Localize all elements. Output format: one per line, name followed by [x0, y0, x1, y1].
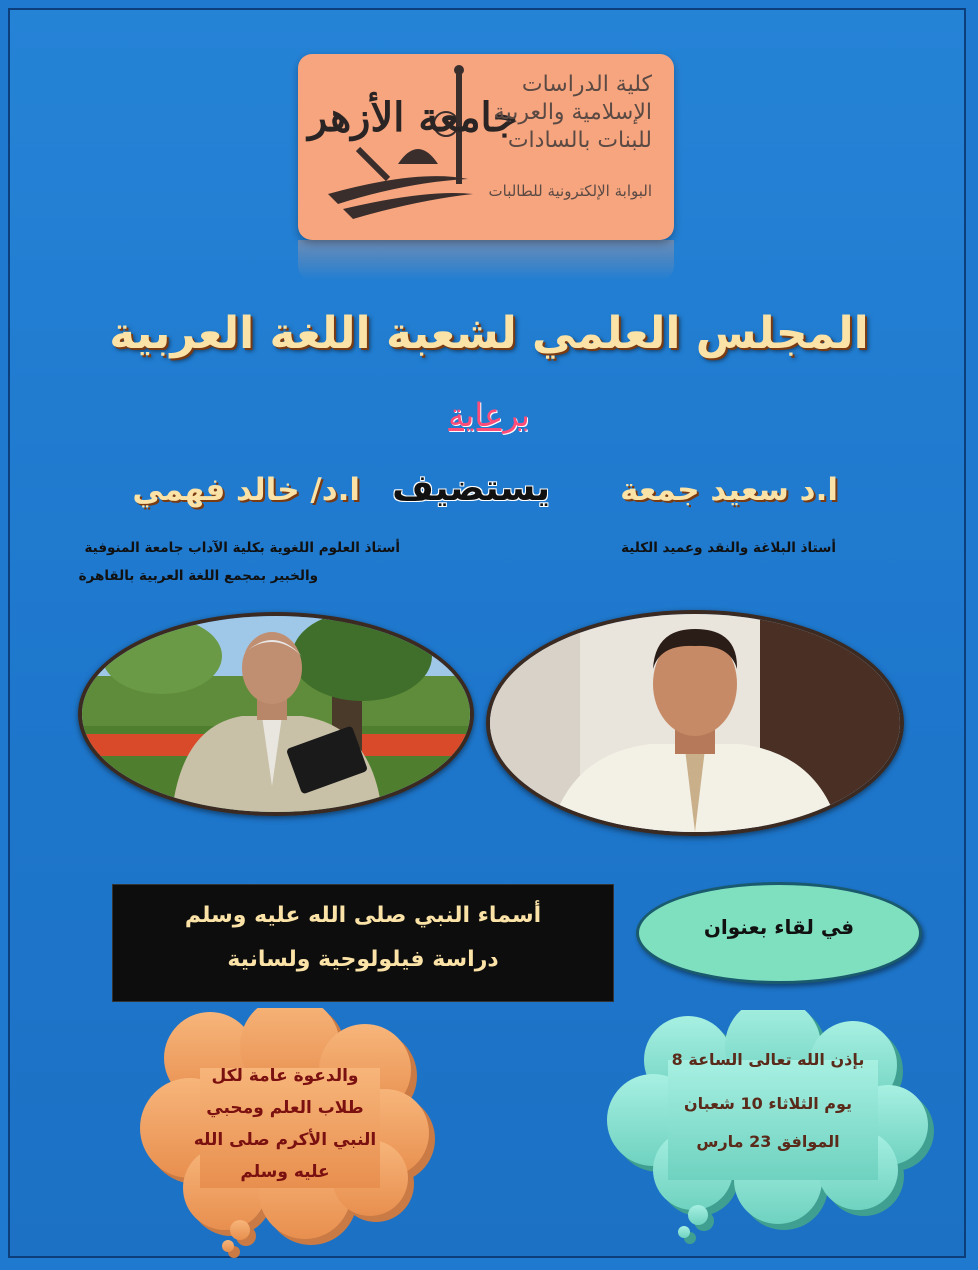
invitation-line-1: والدعوة عامة لكل: [211, 1066, 359, 1086]
schedule-line-2: يوم الثلاثاء 10 شعبان: [683, 1094, 853, 1113]
invitation-line-4: عليه وسلم: [240, 1162, 330, 1182]
poster-title: المجلس العلمي لشعبة اللغة العربية: [109, 308, 869, 359]
invitation-line-2: طلاب العلم ومحبي: [206, 1098, 364, 1118]
hosts-label: يستضيف: [392, 468, 550, 509]
host-photo: [486, 610, 904, 836]
lecture-title-line-1: أسماء النبي صلى الله عليه وسلم: [184, 903, 542, 928]
logo-line-1: كلية الدراسات: [521, 72, 652, 97]
sponsor-label: برعاية: [448, 396, 530, 434]
logo-line-4: البوابة الإلكترونية للطالبات: [488, 182, 652, 200]
schedule-line-3: الموافق 23 مارس: [696, 1132, 840, 1151]
schedule-line-1: بإذن الله تعالى الساعة 8: [671, 1050, 865, 1069]
host-portrait-icon: [490, 614, 900, 832]
schedule-cloud: [598, 1010, 938, 1250]
guest-description-line-2: والخبير بمجمع اللغة العربية بالقاهرة: [78, 568, 318, 584]
logo-line-2: الإسلامية والعربية: [493, 100, 652, 125]
guest-name: ا.د/ خالد فهمي: [132, 472, 360, 508]
invitation-cloud: [130, 1008, 440, 1258]
logo-brand: جامعة الأزهر: [308, 94, 518, 141]
cloud-shape-icon: [598, 1010, 938, 1250]
host-description: أستاذ البلاغة والنقد وعميد الكلية: [621, 540, 836, 556]
guest-portrait-icon: [82, 616, 470, 812]
invitation-line-3: النبي الأكرم صلى الله: [193, 1130, 377, 1150]
intro-text: في لقاء بعنوان: [703, 915, 855, 939]
guest-description-line-1: أستاذ العلوم اللغوية بكلية الآداب جامعة المنوفية: [84, 540, 400, 556]
logo-line-3: للبنات بالسادات: [507, 128, 652, 153]
university-logo: [298, 54, 674, 240]
host-name: ا.د سعيد جمعة: [620, 472, 838, 508]
lecture-title-box: [112, 884, 614, 1002]
guest-photo: [78, 612, 474, 816]
lecture-title-line-2: دراسة فيلولوجية ولسانية: [227, 947, 499, 972]
intro-bubble: [636, 882, 922, 984]
logo-reflection: [298, 240, 674, 280]
